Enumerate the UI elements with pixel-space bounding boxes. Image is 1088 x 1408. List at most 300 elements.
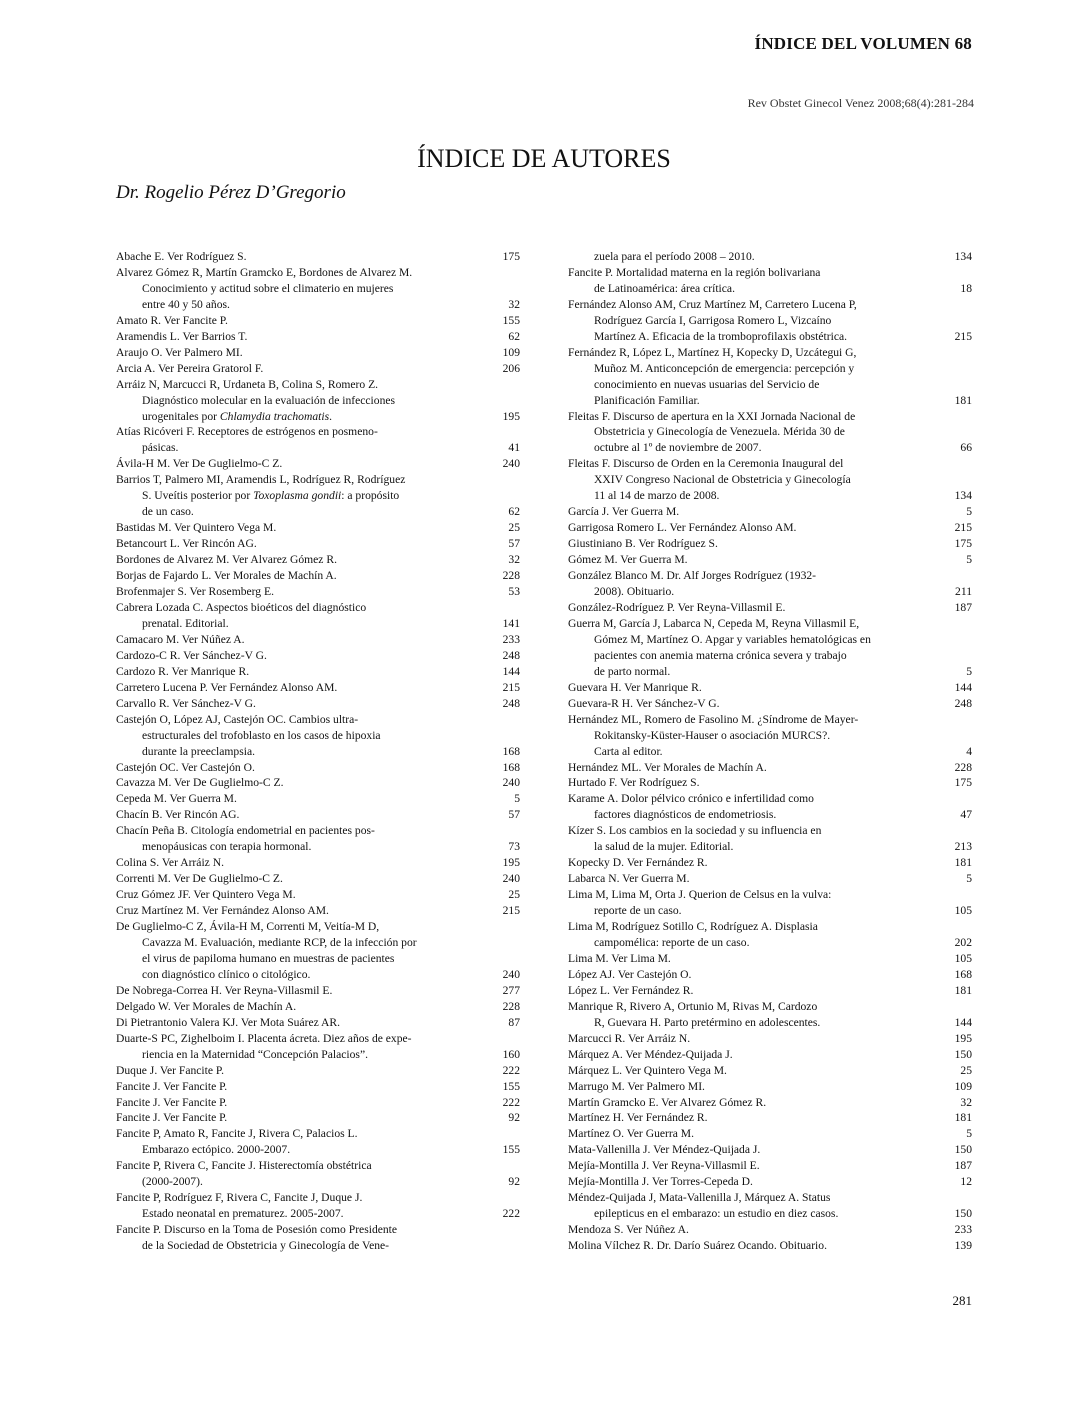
entry-page: 144: [954, 680, 972, 694]
index-entry: [116, 1015, 520, 1031]
entry-page: 215: [954, 329, 972, 343]
entry-text: Gómez M, Martínez O. Apgar y variables hematológicas en: [594, 632, 871, 646]
entry-text: Guerra M, García J, Labarca N, Cepeda M, Reyna Villasmil E,: [568, 616, 860, 630]
entry-text: Kízer S. Los cambios en la sociedad y su influencia en: [568, 824, 822, 838]
index-entry: [568, 999, 972, 1031]
entry-text: riencia en la Maternidad “Concepción Palacios”.: [142, 1047, 368, 1061]
entry-page: 92: [508, 1175, 520, 1189]
entry-text: Mejía-Montilla J. Ver Torres-Cepeda D.: [568, 1175, 753, 1189]
entry-page: 215: [954, 521, 972, 535]
entry-page: 144: [502, 664, 520, 678]
entry-page: 41: [508, 441, 520, 455]
entry-text: Kopecky D. Ver Fernández R.: [568, 856, 708, 870]
entry-page: 175: [502, 250, 520, 263]
entry-page: 233: [502, 632, 520, 646]
entry-text: octubre al 1º de noviembre de 2007.: [594, 441, 762, 455]
index-entry: [568, 919, 972, 951]
index-entry: [568, 823, 972, 855]
index-entry: [568, 791, 972, 823]
entry-text: Carretero Lucena P. Ver Fernández Alonso AM.: [116, 680, 338, 694]
index-entry: [568, 1158, 972, 1174]
entry-text: Camacaro M. Ver Núñez A.: [116, 632, 245, 646]
entry-page: 73: [508, 840, 520, 854]
entry-text: Cepeda M. Ver Guerra M.: [116, 792, 237, 806]
index-entry: [568, 1126, 972, 1142]
entry-page: 168: [502, 744, 520, 758]
entry-page: 5: [514, 792, 520, 806]
entry-text: Fancite P, Rodríguez F, Rivera C, Fancite J, Duque J.: [116, 1191, 363, 1205]
index-column-left: [116, 249, 520, 1254]
entry-page: 66: [960, 441, 972, 455]
index-entry: [568, 712, 972, 760]
index-entry: [568, 345, 972, 409]
entry-text: Betancourt L. Ver Rincón AG.: [116, 537, 257, 551]
entry-text: Planificación Familiar.: [594, 393, 700, 407]
entry-text: Mendoza S. Ver Núñez A.: [568, 1223, 689, 1237]
page-number: 281: [952, 1293, 972, 1308]
entry-text: Correnti M. Ver De Guglielmo-C Z.: [116, 872, 283, 886]
index-entry: [116, 1110, 520, 1126]
entry-page: 57: [508, 808, 520, 822]
index-entry: [116, 345, 520, 361]
entry-text: Lima M, Rodríguez Sotillo C, Rodríguez A. Displasia: [568, 920, 818, 934]
entry-text: Conocimiento y actitud sobre el climaterio en mujeres: [142, 281, 394, 295]
index-entry: [116, 775, 520, 791]
index-entry: [568, 951, 972, 967]
index-entry: [568, 887, 972, 919]
entry-text: Fancite P. Discurso en la Toma de Posesión como Presidente: [116, 1223, 398, 1237]
entry-text: el virus de papiloma humano en muestras de pacientes: [142, 951, 395, 965]
index-entry: [568, 520, 972, 536]
entry-page: 215: [502, 680, 520, 694]
index-entry: [116, 265, 520, 313]
index-entry: [116, 999, 520, 1015]
entry-text: Fancite J. Ver Fancite P.: [116, 1079, 228, 1093]
entry-text: (2000-2007).: [142, 1175, 203, 1189]
author-name: Dr. Rogelio Pérez D’Gregorio: [116, 182, 346, 203]
entry-text: Arcia A. Ver Pereira Gratorol F.: [116, 361, 264, 375]
entry-page: 134: [954, 489, 972, 503]
entry-page: 141: [502, 616, 520, 630]
entry-page: 57: [508, 537, 520, 551]
entry-page: 150: [954, 1143, 972, 1157]
index-entry: [116, 823, 520, 855]
index-entry: [568, 871, 972, 887]
entry-text: Guevara H. Ver Manrique R.: [568, 680, 702, 694]
entry-page: 144: [954, 1015, 972, 1029]
entry-text: Abache E. Ver Rodríguez S.: [116, 250, 247, 263]
index-entry: [116, 983, 520, 999]
index-entry: [116, 424, 520, 456]
entry-text: Garrigosa Romero L. Ver Fernández Alonso AM.: [568, 521, 797, 535]
running-head: ÍNDICE DEL VOLUMEN 68: [754, 34, 972, 53]
entry-page: 5: [966, 553, 972, 567]
entry-page: 5: [966, 505, 972, 519]
entry-text: durante la preeclampsia.: [142, 744, 255, 758]
index-entry: [116, 871, 520, 887]
entry-text: Embarazo ectópico. 2000-2007.: [142, 1143, 291, 1157]
entry-page: 215: [502, 904, 520, 918]
index-entry: [568, 1095, 972, 1111]
entry-page: 195: [954, 1031, 972, 1045]
entry-text: pacientes con anemia materna crónica severa y trabajo: [594, 648, 847, 662]
entry-text: con diagnóstico clínico o citológico.: [142, 967, 311, 981]
entry-text: Amato R. Ver Fancite P.: [116, 313, 228, 327]
index-entry: [568, 616, 972, 680]
index-entry: [568, 775, 972, 791]
entry-text: Fancite J. Ver Fancite P.: [116, 1111, 228, 1125]
entry-text: Fernández Alonso AM, Cruz Martínez M, Carretero Lucena P,: [568, 297, 857, 311]
entry-text: Giustiniano B. Ver Rodríguez S.: [568, 537, 718, 551]
entry-text: Fernández R, López L, Martínez H, Kopecky D, Uzcátegui G,: [568, 345, 857, 359]
entry-page: 87: [508, 1015, 520, 1029]
entry-text: Cruz Gómez JF. Ver Quintero Vega M.: [116, 888, 296, 902]
entry-text: Bordones de Alvarez M. Ver Alvarez Gómez R.: [116, 553, 337, 567]
entry-text: Rodríguez García I, Garrigosa Romero L, Vizcaíno: [594, 313, 832, 327]
entry-text: 2008). Obituario.: [594, 585, 675, 599]
entry-text: Méndez-Quijada J, Mata-Vallenilla J, Márquez A. Status: [568, 1191, 831, 1205]
entry-text: Cruz Martínez M. Ver Fernández Alonso AM.: [116, 904, 329, 918]
entry-page: 109: [502, 345, 520, 359]
entry-text: Fleitas F. Discurso de apertura en la XXI Jornada Nacional de: [568, 409, 856, 423]
index-entry: [568, 1047, 972, 1063]
entry-page: 248: [502, 696, 520, 710]
entry-page: 62: [508, 329, 520, 343]
entry-text: Mata-Vallenilla J. Ver Méndez-Quijada J.: [568, 1143, 761, 1157]
entry-text: Duque J. Ver Fancite P.: [116, 1063, 224, 1077]
entry-text: Fleitas F. Discurso de Orden en la Ceremonia Inaugural del: [568, 457, 844, 471]
entry-text: Cardozo-C R. Ver Sánchez-V G.: [116, 648, 267, 662]
entry-page: 109: [954, 1079, 972, 1093]
entry-page: 134: [954, 250, 972, 263]
index-entry: [116, 1126, 520, 1158]
index-entry: [568, 983, 972, 999]
entry-text: Manrique R, Rivero A, Ortunio M, Rivas M, Cardozo: [568, 999, 818, 1013]
entry-page: 206: [502, 361, 520, 375]
index-entry: [568, 1238, 972, 1254]
index-entry: [568, 680, 972, 696]
entry-text: Cavazza M. Evaluación, mediante RCP, de la infección por: [142, 935, 417, 949]
entry-page: 5: [966, 872, 972, 886]
entry-page: 181: [954, 1111, 972, 1125]
entry-text: prenatal. Editorial.: [142, 616, 229, 630]
index-entry: [116, 1079, 520, 1095]
entry-text: Di Pietrantonio Valera KJ. Ver Mota Suárez AR.: [116, 1015, 340, 1029]
entry-page: 228: [502, 569, 520, 583]
entry-text: Aramendis L. Ver Barrios T.: [116, 329, 248, 343]
entry-page: 168: [954, 967, 972, 981]
entry-text: pásicas.: [142, 441, 179, 455]
entry-page: 202: [954, 935, 972, 949]
index-entry: [568, 1142, 972, 1158]
index-entry: [568, 1031, 972, 1047]
entry-text: Molina Vílchez R. Dr. Darío Suárez Ocando. Obituario.: [568, 1239, 827, 1253]
index-entry: [116, 919, 520, 983]
index-entry: [568, 456, 972, 504]
entry-text: Marcucci R. Ver Arráiz N.: [568, 1031, 691, 1045]
entry-text: Marrugo M. Ver Palmero MI.: [568, 1079, 705, 1093]
index-entry: [116, 903, 520, 919]
entry-page: 4: [966, 744, 972, 758]
entry-page: 25: [960, 1063, 972, 1077]
entry-page: 105: [954, 904, 972, 918]
entry-text: de un caso.: [142, 505, 194, 519]
entry-text: 11 al 14 de marzo de 2008.: [594, 489, 720, 503]
entry-page: 150: [954, 1207, 972, 1221]
index-entry: [568, 1222, 972, 1238]
entry-text: reporte de un caso.: [594, 904, 682, 918]
entry-text: entre 40 y 50 años.: [142, 297, 230, 311]
index-entry: [116, 568, 520, 584]
entry-text: Estado neonatal en prematurez. 2005-2007.: [142, 1207, 344, 1221]
entry-text: Rokitansky-Küster-Hauser o asociación MURCS?.: [594, 728, 831, 742]
entry-text: factores diagnósticos de endometriosis.: [594, 808, 777, 822]
entry-page: 32: [508, 297, 520, 311]
index-entry: [568, 504, 972, 520]
entry-text: R, Guevara H. Parto pretérmino en adolescentes.: [594, 1015, 821, 1029]
index-entry: [116, 887, 520, 903]
entry-text: zuela para el período 2008 – 2010.: [594, 250, 755, 263]
entry-page: 92: [508, 1111, 520, 1125]
index-entry: [568, 249, 972, 265]
entry-page: 155: [502, 1143, 520, 1157]
entry-text: Guevara-R H. Ver Sánchez-V G.: [568, 696, 720, 710]
entry-page: 228: [954, 760, 972, 774]
entry-text: S. Uveítis posterior por Toxoplasma gondii: a propósito: [142, 489, 400, 503]
entry-page: 187: [954, 1159, 972, 1173]
entry-page: 175: [954, 537, 972, 551]
entry-text: Márquez L. Ver Quintero Vega M.: [568, 1063, 727, 1077]
entry-text: Labarca N. Ver Guerra M.: [568, 872, 690, 886]
entry-text: García J. Ver Guerra M.: [568, 505, 680, 519]
entry-text: Castejón O, López AJ, Castejón OC. Cambios ultra-: [116, 712, 359, 726]
entry-text: Chacín B. Ver Rincón AG.: [116, 808, 240, 822]
index-entry: [116, 584, 520, 600]
index-entry: [568, 1174, 972, 1190]
index-entry: [116, 1158, 520, 1190]
index-entry: [568, 552, 972, 568]
entry-text: Duarte-S PC, Zighelboim I. Placenta ácreta. Diez años de expe-: [116, 1031, 412, 1045]
index-entry: [116, 680, 520, 696]
entry-page: 53: [508, 585, 520, 599]
entry-text: Diagnóstico molecular en la evaluación de infecciones: [142, 393, 396, 407]
entry-page: 155: [502, 313, 520, 327]
entry-text: Borjas de Fajardo L. Ver Morales de Machín A.: [116, 569, 337, 583]
index-entry: [116, 1190, 520, 1222]
entry-page: 240: [502, 776, 520, 790]
index-entry: [568, 265, 972, 297]
entry-text: Cavazza M. Ver De Guglielmo-C Z.: [116, 776, 284, 790]
entry-text: Gómez M. Ver Guerra M.: [568, 553, 688, 567]
entry-text: de la Sociedad de Obstetricia y Ginecología de Vene-: [142, 1239, 390, 1253]
entry-page: 228: [502, 999, 520, 1013]
entry-page: 150: [954, 1047, 972, 1061]
index-entry: [116, 329, 520, 345]
index-entry: [116, 696, 520, 712]
entry-text: Fancite P, Rivera C, Fancite J. Histerectomía obstétrica: [116, 1159, 372, 1173]
entry-page: 213: [954, 840, 972, 854]
entry-text: González Blanco M. Dr. Alf Jorges Rodríguez (1932-: [568, 569, 817, 583]
index-entry: [116, 807, 520, 823]
entry-text: Muñoz M. Anticoncepción de emergencia: percepción y: [594, 361, 855, 375]
entry-text: Martínez O. Ver Guerra M.: [568, 1127, 694, 1141]
index-entry: [568, 600, 972, 616]
entry-text: XXIV Congreso Nacional de Obstetricia y Ginecología: [594, 473, 851, 487]
index-entry: [116, 377, 520, 425]
entry-page: 32: [960, 1095, 972, 1109]
entry-page: 62: [508, 505, 520, 519]
index-entry: [116, 760, 520, 776]
index-entry: [116, 1063, 520, 1079]
index-entry: [568, 568, 972, 600]
entry-text: Carta al editor.: [594, 744, 663, 758]
entry-text: González-Rodríguez P. Ver Reyna-Villasmil E.: [568, 600, 786, 614]
entry-page: 25: [508, 888, 520, 902]
entry-page: 195: [502, 409, 520, 423]
index-entry: [116, 791, 520, 807]
entry-text: Arráiz N, Marcucci R, Urdaneta B, Colina S, Romero Z.: [116, 377, 379, 391]
entry-page: 5: [966, 664, 972, 678]
entry-text: epilepticus en el embarazo: un estudio en diez casos.: [594, 1207, 839, 1221]
entry-page: 248: [502, 648, 520, 662]
index-entry: [116, 1222, 520, 1254]
entry-text: Fancite P, Amato R, Fancite J, Rivera C, Palacios L.: [116, 1127, 358, 1141]
entry-text: Fancite P. Mortalidad materna en la región bolivariana: [568, 265, 821, 279]
entry-text: Fancite J. Ver Fancite P.: [116, 1095, 228, 1109]
entry-text: Hurtado F. Ver Rodríguez S.: [568, 776, 700, 790]
entry-page: 222: [502, 1207, 520, 1221]
index-entry: [116, 313, 520, 329]
index-entry: [568, 1190, 972, 1222]
entry-text: Hernández ML. Ver Morales de Machín A.: [568, 760, 767, 774]
index-entry: [116, 456, 520, 472]
entry-page: 160: [502, 1047, 520, 1061]
index-entry: [568, 409, 972, 457]
entry-text: Lima M. Ver Lima M.: [568, 951, 671, 965]
entry-text: López L. Ver Fernández R.: [568, 983, 694, 997]
index-entry: [116, 1031, 520, 1063]
entry-text: Castejón OC. Ver Castejón O.: [116, 760, 255, 774]
entry-page: 277: [502, 983, 520, 997]
entry-text: De Nobrega-Correa H. Ver Reyna-Villasmil E.: [116, 983, 333, 997]
entry-page: 181: [954, 393, 972, 407]
index-entry: [568, 1063, 972, 1079]
index-entry: [116, 1095, 520, 1111]
entry-text: Cabrera Lozada C. Aspectos bioéticos del diagnóstico: [116, 600, 367, 614]
entry-page: 181: [954, 856, 972, 870]
entry-text: Carvallo R. Ver Sánchez-V G.: [116, 696, 256, 710]
entry-page: 5: [966, 1127, 972, 1141]
entry-text: Karame A. Dolor pélvico crónico e infertilidad como: [568, 792, 814, 806]
entry-text: Lima M, Lima M, Orta J. Querion de Celsus en la vulva:: [568, 888, 832, 902]
index-entry: [568, 967, 972, 983]
index-entry: [116, 600, 520, 632]
entry-text: Cardozo R. Ver Manrique R.: [116, 664, 250, 678]
entry-text: la salud de la mujer. Editorial.: [594, 840, 734, 854]
entry-text: Martín Gramcko E. Ver Alvarez Gómez R.: [568, 1095, 767, 1109]
entry-page: 195: [502, 856, 520, 870]
index-entry: [116, 361, 520, 377]
entry-text: de Latinoamérica: área crítica.: [594, 281, 735, 295]
entry-page: 240: [502, 457, 520, 471]
entry-page: 248: [954, 696, 972, 710]
entry-text: Martínez H. Ver Fernández R.: [568, 1111, 708, 1125]
entry-page: 47: [960, 808, 972, 822]
entry-page: 139: [954, 1239, 972, 1253]
entry-page: 18: [960, 281, 972, 295]
entry-page: 240: [502, 967, 520, 981]
entry-text: De Guglielmo-C Z, Ávila-H M, Correnti M, Veitía-M D,: [116, 920, 380, 934]
entry-text: Hernández ML, Romero de Fasolino M. ¿Síndrome de Mayer-: [568, 712, 859, 726]
index-entry: [568, 297, 972, 345]
entry-page: 25: [508, 521, 520, 535]
entry-text: campomélica: reporte de un caso.: [594, 935, 750, 949]
index-entry: [116, 632, 520, 648]
entry-text: Araujo O. Ver Palmero MI.: [116, 345, 243, 359]
index-entry: [116, 664, 520, 680]
entry-text: Colina S. Ver Arráiz N.: [116, 856, 224, 870]
index-entry: [568, 855, 972, 871]
entry-text: Atías Ricóveri F. Receptores de estrógenos en posmeno-: [116, 425, 378, 439]
index-entry: [116, 520, 520, 536]
index-entry: [116, 249, 520, 265]
entry-text: Brofenmajer S. Ver Rosemberg E.: [116, 585, 274, 599]
entry-page: 222: [502, 1095, 520, 1109]
entry-text: López AJ. Ver Castejón O.: [568, 967, 692, 981]
entry-text: Alvarez Gómez R, Martín Gramcko E, Bordones de Alvarez M.: [116, 265, 413, 279]
index-entry: [116, 552, 520, 568]
index-entry: [568, 1110, 972, 1126]
entry-page: 240: [502, 872, 520, 886]
entry-text: de parto normal.: [594, 664, 671, 678]
entry-text: Barrios T, Palmero MI, Aramendis L, Rodríguez R, Rodríguez: [116, 473, 406, 487]
entry-page: 233: [954, 1223, 972, 1237]
entry-page: 175: [954, 776, 972, 790]
entry-page: 222: [502, 1063, 520, 1077]
index-entry: [568, 696, 972, 712]
entry-text: Márquez A. Ver Méndez-Quijada J.: [568, 1047, 733, 1061]
entry-text: Ávila-H M. Ver De Guglielmo-C Z.: [116, 457, 283, 471]
page-title: ÍNDICE DE AUTORES: [417, 144, 671, 173]
entry-text: conocimiento en nuevas usuarias del Servicio de: [594, 377, 820, 391]
entry-text: menopáusicas con terapia hormonal.: [142, 840, 312, 854]
index-entry: [568, 1079, 972, 1095]
entry-page: 105: [954, 951, 972, 965]
index-entry: [116, 648, 520, 664]
entry-page: 155: [502, 1079, 520, 1093]
entry-text: Obstetricia y Ginecología de Venezuela. Mérida 30 de: [594, 425, 845, 439]
entry-page: 187: [954, 600, 972, 614]
entry-page: 32: [508, 553, 520, 567]
entry-page: 211: [955, 585, 972, 599]
entry-text: Mejía-Montilla J. Ver Reyna-Villasmil E.: [568, 1159, 760, 1173]
entry-page: 168: [502, 760, 520, 774]
index-entry: [116, 855, 520, 871]
index-entry: [568, 536, 972, 552]
entry-text: estructurales del trofoblasto en los casos de hipoxia: [142, 728, 381, 742]
entry-text: Martínez A. Eficacia de la tromboprofilaxis obstétrica.: [594, 329, 848, 343]
index-column-right: [568, 249, 972, 1254]
entry-text: Chacín Peña B. Citología endometrial en pacientes pos-: [116, 824, 375, 838]
entry-text: Delgado W. Ver Morales de Machín A.: [116, 999, 297, 1013]
index-entry: [116, 712, 520, 760]
index-entry: [568, 760, 972, 776]
index-entry: [116, 472, 520, 520]
journal-citation: Rev Obstet Ginecol Venez 2008;68(4):281-284: [747, 96, 974, 110]
entry-page: 12: [960, 1175, 972, 1189]
entry-text: urogenitales por Chlamydia trachomatis.: [142, 409, 333, 423]
entry-text: Bastidas M. Ver Quintero Vega M.: [116, 521, 277, 535]
